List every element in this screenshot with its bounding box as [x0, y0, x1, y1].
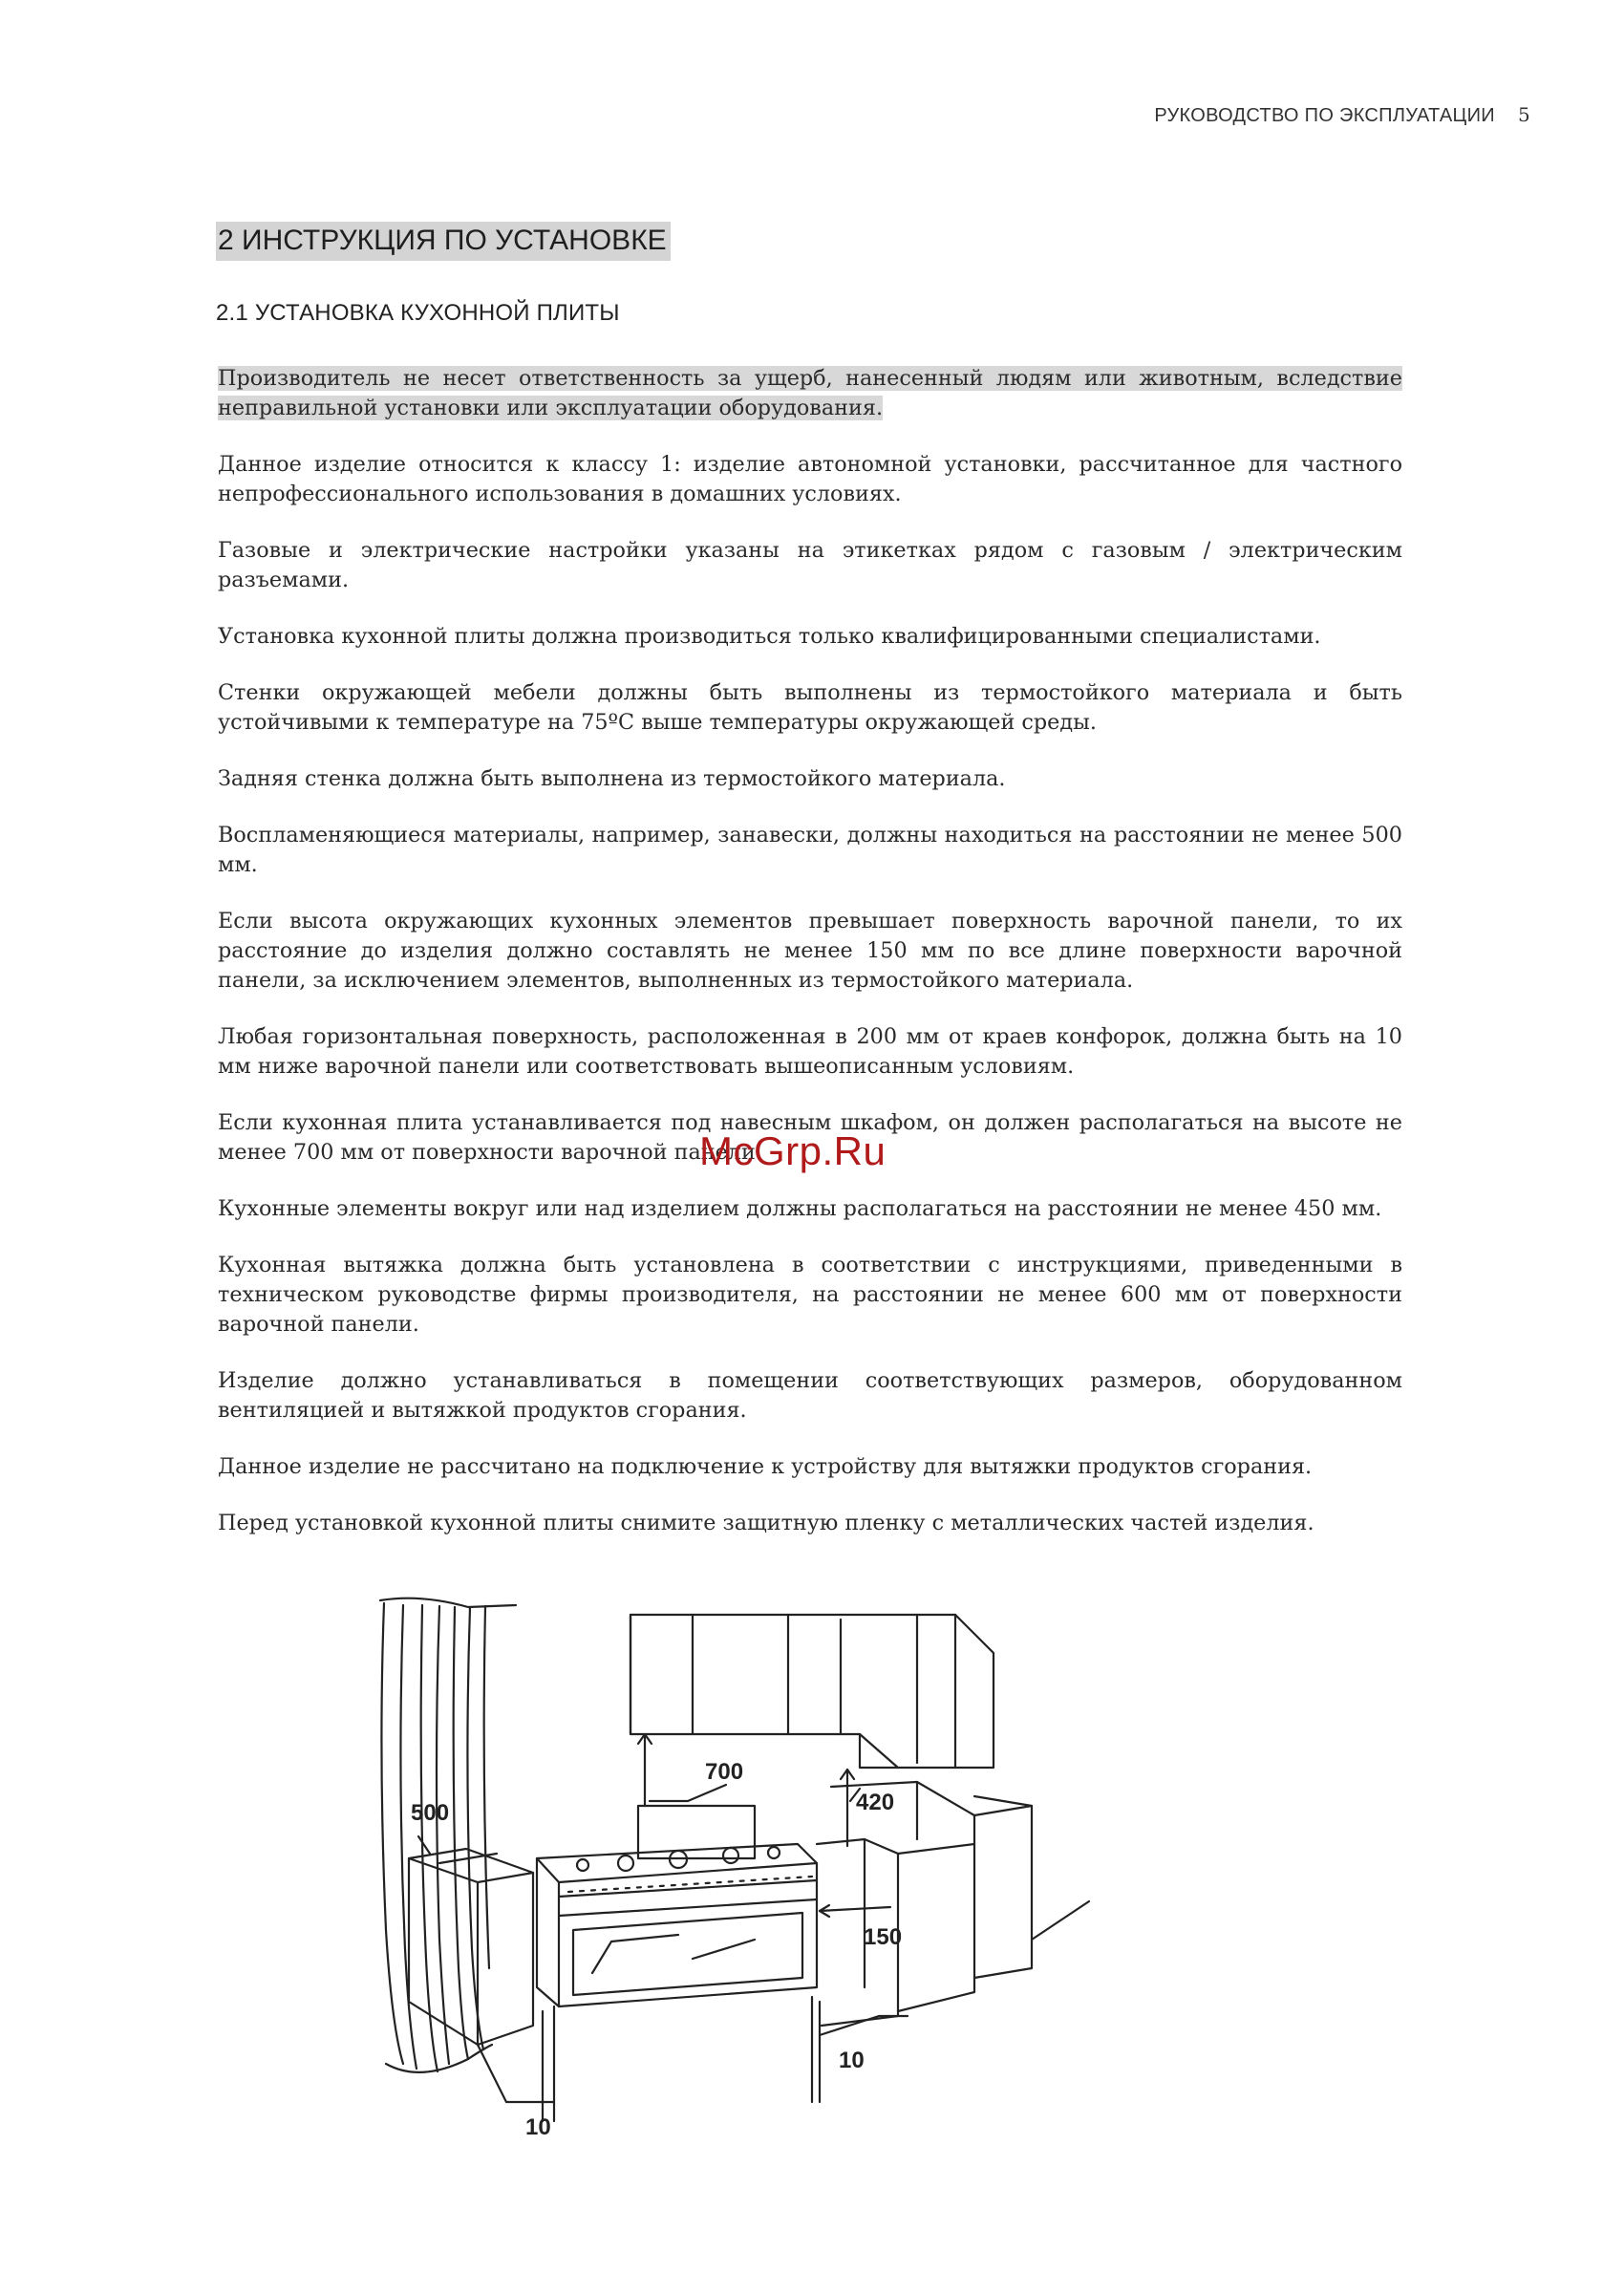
watermark: McGrp.Ru [699, 1128, 887, 1173]
paragraph-protective-film: Перед установкой кухонной плиты снимите защитную пленку с металлических частей изделия. [218, 1511, 1314, 1535]
dim-label-500: 500 [411, 1800, 450, 1826]
paragraph-hood: Кухонная вытяжка должна быть установлена в соответствии с инструкциями, приведенными в техническом руководстве фирмы производителя, на расстоянии не менее 600 мм от поверхности варочной панели. [218, 1253, 1402, 1337]
wall-cabinets [630, 1615, 994, 1768]
dim-label-700: 700 [705, 1759, 744, 1785]
paragraph-specialists: Установка кухонной плиты должна производиться только квалифицированными специалистами. [218, 624, 1321, 649]
paragraph-wall-cabinet: Если кухонная плита устанавливается под навесным шкафом, он должен располагаться на высоте не менее 700 мм от поверхности варочной панели. [218, 1110, 1402, 1165]
installation-diagram [363, 1567, 1108, 2140]
dim-10 [478, 1997, 908, 2140]
dim-label-10-right: 10 [839, 2048, 865, 2073]
paragraph-furniture-walls: Стенки окружающей мебели должны быть выполнены из термостойкого материала и быть устойчивыми к температуре на 75ºС выше температуры окружающей среды. [218, 680, 1402, 735]
paragraph-back-wall: Задняя стенка должна быть выполнена из термостойкого материала. [218, 766, 1006, 791]
paragraph-class: Данное изделие относится к классу 1: изделие автономной установки, рассчитанное для частного непрофессионального использования в домашних условиях. [218, 452, 1402, 506]
header-title: РУКОВОДСТВО ПО ЭКСПЛУАТАЦИИ [1154, 105, 1495, 126]
paragraph-flammable: Воспламеняющиеся материалы, например, занавески, должны находиться на расстоянии не менее 500 мм. [218, 823, 1402, 877]
paragraph-settings: Газовые и электрические настройки указаны на этикетках рядом с газовым / электрическим разъемами. [218, 538, 1402, 592]
paragraph-liability: Производитель не несет ответственность за ущерб, нанесенный людям или животным, вследствие неправильной установки или эксплуатации оборудования. [218, 366, 1402, 420]
subsection-title: 2.1 УСТАНОВКА КУХОННОЙ ПЛИТЫ [216, 300, 620, 326]
running-header [1154, 103, 1530, 127]
dim-label-10-bottom: 10 [525, 2114, 551, 2140]
right-cabinets [817, 1782, 1089, 2026]
page-number: 5 [1517, 103, 1530, 126]
curtain [380, 1598, 516, 2072]
section-title: 2 ИНСТРУКЦИЯ ПО УСТАНОВКЕ [216, 222, 671, 261]
paragraph-surrounding-height: Если высота окружающих кухонных элементов превышает поверхность варочной панели, то их расстояние до изделия должно составлять не менее 150 мм по все длине поверхности варочной панели, за исключением элементов, выполненных из термостойкого материала. [218, 909, 1402, 993]
dim-label-150: 150 [864, 1924, 903, 1950]
paragraph-exhaust: Данное изделие не рассчитано на подключение к устройству для вытяжки продуктов сгорания. [218, 1454, 1313, 1479]
dim-label-420: 420 [856, 1790, 895, 1815]
body-text [218, 364, 1402, 1565]
paragraph-ventilation: Изделие должно устанавливаться в помещении соответствующих размеров, оборудованном вентиляцией и вытяжкой продуктов сгорания. [218, 1368, 1402, 1423]
dim-420 [841, 1770, 894, 1846]
paragraph-horizontal-surface: Любая горизонтальная поверхность, расположенная в 200 мм от краев конфорок, должна быть на 10 мм ниже варочной панели или соответствовать вышеописанным условиям. [218, 1024, 1402, 1079]
dim-700 [638, 1734, 743, 1806]
cooker [537, 1844, 817, 2006]
dim-150 [820, 1905, 902, 1950]
paragraph-kitchen-elements: Кухонные элементы вокруг или над изделием должны располагаться на расстоянии не менее 450 мм. [218, 1196, 1382, 1221]
